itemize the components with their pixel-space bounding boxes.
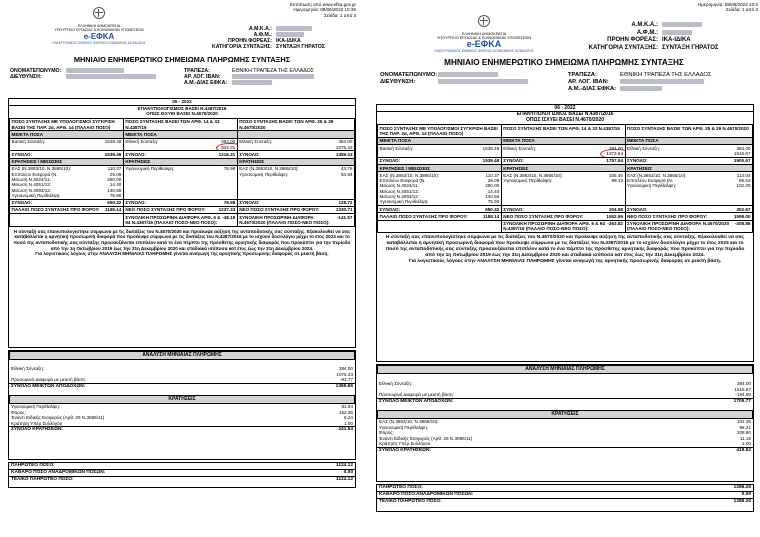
common-ethniki: Εθνική Σύνταξη: [239,139,273,145]
right-an-prosor: -194.90 [735,392,751,398]
common-krat-items-0: ΕΑΣ (Ν.3863/10, Ν.3865/10): [379,418,439,424]
common-brand: e-ΕΦΚΑ [83,32,115,41]
left-palaio: 1189.14 [104,207,122,213]
greek-crest-icon [93,7,105,19]
greek-crest-icon [478,15,490,27]
common-amka-label: Α.Μ.Κ.Α.: [248,26,272,32]
right-kr-eas: 102.35 [736,418,751,424]
common-neo: ΝΕΟ ΠΟΣΟ ΣΥΝΤΑΞΗΣ ΠΡΟ ΦΟΡΟΥ: [627,213,708,219]
right-neo3: 1598.00 [733,213,751,219]
common-kratiseis: ΚΡΑΤΗΣΕΙΣ [237,158,354,165]
right-diafora: -363.82 [607,221,623,227]
common-bank-label: ΤΡΑΠΕΖΑ: [184,68,210,74]
right-kr-foros: 208.80 [736,430,751,436]
common-addr-label: ΔΙΕΥΘΥΝΣΗ: [10,74,42,80]
redacted-name [438,72,498,77]
common-paragraph2: Για λογιστικούς λόγους στην ΑΝΑΛΥΣΗ ΜΗΝΙΑΙΑΣ ΠΛΗΡΩΜΗΣ γίνεται αναγωγή της αρνητικής προσωρινής διαφοράς σε μεικτή βάση. [35,251,329,257]
left-k1-5: 75.90 [109,192,122,198]
right-kr-eee: 11.16 [739,435,751,441]
common-addr-label: ΔΙΕΥΘΥΝΣΗ: [380,79,416,85]
left-k1-0: 110.37 [107,166,122,172]
right-k2-1: 99.13 [611,178,623,184]
left-new-total: 1316.31 [218,151,236,157]
left-kr-eee: 6.24 [344,415,353,421]
common-ygeia: Υγειονομική Περίθαλψη: [125,166,175,172]
common-kratiseis: ΚΡΑΤΗΣΕΙΣ [9,395,355,404]
left-k2-ygeia: 78.98 [223,166,236,172]
explanation-paragraph: Η σύνταξή σας επανυπολογίστηκε σύμφωνα με τις διατάξεις του Ν.4670/2020 και προέκυψε αύξηση της ανταποδοτικής σας σύνταξης. Εξακολουθεί να σας καταβάλλεται η αρνητική προσωρινή διαφορά που προέκυψε σύμφωνα με τις διατάξεις του Ν.4387/2016 με το ισχύον δοσολόγιο μέχρι το έτος 2023 και το ποσό της ανταποδοτικής σας σύνταξης προσαυξάνεται επιπλέον κατά το ένα πέμπτο της πρόσθετης αρνητικής διαφοράς που προκύπτει για την περίοδο από την 1η Οκτωβρίου 2019 έως την 31η Δεκεμβρίου 2020 και σταδιακά ισόποσα κατ έτος έως την 31η Δεκεμβρίου 2024. [13,228,351,251]
common-analysi: ΑΝΑΛΥΣΗ ΜΗΝΙΑΙΑΣ ΠΛΗΡΩΜΗΣ [9,351,355,360]
right-k1-4: 140.56 [485,193,500,199]
common-teliko: ΤΕΛΙΚΟ ΠΛΗΡΩΤΕΟ ΠΟΣΟ: [11,477,74,483]
redacted-name [66,68,124,73]
common-ygeia: Υγειονομική Περίθαλψη: [379,424,429,430]
common-cat-label: ΚΑΤΗΓΟΡΙΑ ΣΥΝΤΑΞΗΣ: [588,44,658,51]
common-diafora: ΣΥΝΟΛΙΚΗ ΠΡΟΣΩΡΙΝΗ ΔΙΑΦΟΡΑ ΑΡΘ. 6 & 94 Ν.4387/16 (ΠΑΛΑΙΟ ΠΟΣΟ-ΝΕΟ ΠΟΣΟ): [125,214,221,226]
common-foros: Φόρος: [11,409,26,415]
common-synolo: ΣΥΝΟΛΟ: [11,200,33,206]
common-diafora2: ΣΥΝΟΛΙΚΗ ΠΡΟΣΩΡΙΝΗ ΔΙΑΦΟΡΑ Ν.4670/2020 (ΠΑΛΑΙΟ ΠΟΣΟ-ΝΕΟ ΠΟΣΟ): [627,221,730,232]
right-k3-2: 102.00 [736,183,751,189]
common-fund3: ΠΟΣΟ ΣΥΝΤΑΞΗΣ ΒΑΣΕΙ ΤΩΝ ΑΡΘ. 25 & 29 Ν.4670/2020 [237,118,354,131]
common-neo: ΝΕΟ ΠΟΣΟ ΣΥΝΤΑΞΗΣ ΠΡΟ ΦΟΡΟΥ: [239,207,320,213]
redacted-afm [276,32,304,37]
common-prev-value: ΙΚΑ-ΙΔΙΚΑ [662,37,691,44]
common-ethniki: Εθνική Σύνταξη: [627,145,661,151]
efka-logo [44,6,154,46]
common-neo: ΝΕΟ ΠΟΣΟ ΣΥΝΤΑΞΗΣ ΠΡΟ ΦΟΡΟΥ: [503,213,584,219]
redacted-am [232,80,272,85]
pension-table [377,124,753,233]
right-new-ethniki: 384.00 [608,145,623,151]
common-kratiseis-hdr: ΚΡΑΤΗΣΕΙΣ / ΜΕΙΩΣΕΙΣ [378,165,502,172]
common-kratiseis-hdr: ΚΡΑΤΗΣΕΙΣ / ΜΕΙΩΣΕΙΣ [10,158,124,165]
common-krat-items-4: Μείωση Ν.4093/12: [11,187,52,193]
common-afm-label: Α.Φ.Μ.: [253,32,272,38]
common-krat-items-0: ΕΑΣ (Ν.3863/10, Ν.3865/10): [627,172,687,178]
left-kr-syll: 1.00 [344,420,353,426]
common-synolo: ΣΥΝΟΛΟ: [11,151,33,157]
efka-logo [424,14,544,55]
left-kr-ygeia: 81.94 [341,403,353,409]
common-fund: ΠΟΣΟ ΣΥΝΤΑΞΗΣ ΜΕ ΥΠΟΛΟΓΙΣΜΟ/ ΣΥΓΚΡΙΣΗ ΒΑΣΕΙ ΤΗΣ ΠΑΡ. 2α, ΑΡΘ. 14 (ΠΑΛΑΙΟ ΠΟΣΟ) [378,125,502,138]
redacted-afm [662,30,692,35]
right-k2-total: 204.58 [608,206,623,212]
common-palaio: ΠΑΛΑΙΟ ΠΟΣΟ ΣΥΝΤΑΞΗΣ ΠΡΟ ΦΟΡΟΥ: [11,207,100,213]
common-bank-value: ΕΘΝΙΚΗ ΤΡΑΠΕΖΑ ΤΗΣ ΕΛΛΑΔΟΣ [232,68,314,74]
left-period: 05 - 2022 [9,99,355,106]
redacted-iban [232,74,314,79]
common-amka-label: Α.Μ.Κ.Α.: [631,22,658,28]
left-k1-3: 14.40 [109,182,122,188]
common-synolo: ΣΥΝΟΛΟ: [379,206,401,212]
left-k1-total: 650.32 [107,200,122,206]
common-bank-label: ΤΡΑΠΕΖΑ: [568,72,597,78]
common-ygeia: Υγειονομική Περίθαλψη: [627,183,677,189]
common-syn-krat: ΣΥΝΟΛΟ ΚΡΑΤΗΣΕΩΝ: [11,427,64,433]
right-new-total: 1757.54 [606,158,623,164]
common-krat-items-5: Υγειονομική Περίθαλψη: [11,192,61,198]
common-ethniki: Εθνική Σύνταξη: [379,381,413,386]
common-bank-value: ΕΘΝΙΚΗ ΤΡΑΠΕΖΑ ΤΗΣ ΕΛΛΑΔΟΣ [620,72,712,78]
common-epanypologismos: ΕΠΑΝΥΠΟΛΟΓΙΣΜΟΣ ΒΑΣΕΙ Ν.4387/2016 [137,106,227,111]
right-an-mikto: 1705.77 [733,398,751,404]
left-new-antap: 932.31 [221,144,236,150]
common-prosor: Προσωρινή Διαφορά με μεικτή βάση: [11,377,86,383]
left-an-ethniki: 384.00 [338,366,353,371]
right-kr-syll: 1.00 [742,441,751,447]
common-mikta: ΜΕΙΚΤΑ ΠΟΣΑ [625,137,753,144]
redacted-am [620,86,662,91]
right-k1-5: 75.90 [487,199,500,205]
common-palaio: ΠΑΛΑΙΟ ΠΟΣΟ ΣΥΝΤΑΞΗΣ ΠΡΟ ΦΟΡΟΥ: [379,213,468,219]
common-brand-sub: ΗΛΕΚΤΡΟΝΙΚΟΣ ΕΘΝΙΚΟΣ ΦΟΡΕΑΣ ΚΟΙΝΩΝΙΚΗΣ ΑΣΦΑΛΙΣΗΣ [434,49,534,54]
common-ethniki: Εθνική Σύνταξη: [125,139,159,145]
common-krat-items-5: Υγειονομική Περίθαλψη: [379,199,429,205]
page-title: ΜΗΝΙΑΙΟ ΕΝΗΜΕΡΩΤΙΚΟ ΣΗΜΕΙΩΜΑ ΠΛΗΡΩΜΗΣ ΣΥΝΤΑΞΗΣ [73,55,291,64]
common-fund2: ΠΟΣΟ ΣΥΝΤΑΞΗΣ ΒΑΣΕΙ ΤΩΝ ΑΡΘ. 14 & 33 Ν.4387/16 [501,125,625,138]
right-v3-antap: 1516.67 [733,150,751,156]
common-ethniki: Εθνική Σύνταξη: [11,366,45,371]
print-meta: Ημερομηνία: 08/06/2022 10:3 Σελίδα: 1 από 3 [697,2,758,13]
common-plirwteo: ΠΛΗΡΩΤΕΟ ΠΟΣΟ: [11,463,55,468]
common-paragraph2: Για λογιστικούς λόγους στην ΑΝΑΛΥΣΗ ΜΗΝΙΑΙΑΣ ΠΛΗΡΩΜΗΣ γίνεται αναγωγή της αρνητικής προσωρινής διαφοράς σε μεικτή βάση. [408,258,722,264]
common-krat-items-1: Επιπλέον Εισφορά (Ν. [11,171,58,177]
common-cat-value: ΣΥΝΤΑΞΗ ΓΗΡΑΤΟΣ [276,44,325,50]
common-krat-items-1: Επιπλέον Εισφορά (Ν. [627,178,674,184]
common-krat-items-1: Επιπλέον Εισφορά (Ν. [379,178,426,184]
common-prev-label: ΠΡΟΗΝ ΦΟΡΕΑΣ: [607,37,658,44]
redacted-address [438,79,528,84]
left-an-prosor: -93.77 [339,377,353,383]
common-krat-items-3: Μείωση Ν.4051/12: [379,188,420,194]
common-krat-items-4: Μείωση Ν.4093/12: [379,193,420,199]
payment-analysis [376,364,754,482]
common-krat-items-0: ΕΑΣ (Ν.3863/10, Ν.3865/10): [11,166,72,172]
payment-analysis [8,350,356,460]
common-cat-value: ΣΥΝΤΑΞΗ ΓΗΡΑΤΟΣ [662,44,719,51]
left-kr-foros: 152.36 [338,409,353,415]
left-diafora2: -141.57 [336,214,353,220]
common-ethniki: Εθνική Σύνταξη: [503,145,537,151]
common-synolo: ΣΥΝΟΛΟ: [125,151,146,157]
redacted-iban [620,79,704,84]
highlight-circle [216,143,237,151]
common-synolo: ΣΥΝΟΛΟ: [503,206,524,212]
left-new-ethniki: 384.00 [221,139,236,145]
left-neo: 1237.33 [218,207,236,213]
common-epanypologismos: ΕΠΑΝΥΠΟΛΟΓΙΣΜΟΣ ΒΑΣΕΙ Ν.4387/2016 [516,111,614,118]
left-diafora: -48.19 [222,214,236,220]
common-synolo: ΣΥΝΟΛΟ: [239,151,260,157]
highlight-circle [600,149,625,157]
common-opos: ΟΠΩΣ ΙΣΧΥΕΙ ΒΑΣΕΙ Ν.4670/2020 [525,116,605,123]
common-brand-sub: ΗΛΕΚΤΡΟΝΙΚΟΣ ΕΘΝΙΚΟΣ ΦΟΡΕΑΣ ΚΟΙΝΩΝΙΚΗΣ ΑΣΦΑΛΙΣΗΣ [52,41,146,45]
common-mikto: ΣΥΝΟΛΟ ΜΕΙΚΤΩΝ ΑΠΟΔΟΧΩΝ: [11,383,86,389]
common-mikto: ΣΥΝΟΛΟ ΜΕΙΚΤΩΝ ΑΠΟΔΟΧΩΝ: [379,398,454,404]
right-document [370,0,758,537]
common-ygeia: Υγειονομική Περίθαλψη: [239,171,289,177]
common-kratisi-syll: Κράτηση Υπέρ Συλλόγου [11,420,63,426]
left-k3-0: 43.78 [341,166,353,172]
right-k1-0: 110.37 [485,172,500,178]
left-k2-total: 78.98 [223,200,236,206]
redacted-address [66,74,156,79]
left-document [4,0,360,537]
common-krat-items-0: ΕΑΣ (Ν.3863/10, Ν.3865/10): [503,172,563,178]
common-afm-label: Α.Φ.Μ.: [636,29,658,36]
common-fund: ΠΟΣΟ ΣΥΝΤΑΞΗΣ ΜΕ ΥΠΟΛΟΓΙΣΜΟ/ ΣΥΓΚΡΙΣΗ ΒΑΣΕΙ ΤΗΣ ΠΑΡ. 2α, ΑΡΘ. 14 (ΠΑΛΑΙΟ ΠΟΣΟ) [10,118,124,131]
left-kr-total: 241.54 [338,427,353,433]
right-k1-2: 280.00 [485,183,500,189]
right-k1-total: 650.32 [485,206,500,212]
right-k3-total: 302.67 [736,206,751,212]
common-ygeia: Υγειονομική Περίθαλψη: [503,178,553,184]
redacted-amka [662,22,702,27]
common-krat-items-0: ΕΑΣ (Ν.3863/10, Ν.3865/10): [379,172,440,178]
common-synolo: ΣΥΝΟΛΟ: [379,158,401,164]
right-kr-ygeia: 96.21 [739,424,751,430]
common-diafora: ΣΥΝΟΛΙΚΗ ΠΡΟΣΩΡΙΝΗ ΔΙΑΦΟΡΑ ΑΡΘ. 6 & 94 Ν.4387/16 (ΠΑΛΑΙΟ ΠΟΣΟ-ΝΕΟ ΠΟΣΟ): [503,221,605,232]
common-vasiki: Βασική Σύνταξη: [379,145,414,151]
left-k3-1: 84.94 [341,171,353,177]
common-iban-label: ΑΡ. ΛΟΓ. IBAN: [568,79,609,85]
common-name-label: ΟΝΟΜΑΤΕΠΩΝΥΜΟ: [10,68,62,74]
left-v3-total: 1459.43 [335,151,353,157]
common-synolo: ΣΥΝΟΛΟ: [125,200,146,206]
common-ygeia: Υγειονομική Περίθαλψη: [11,403,61,409]
left-an-antap: 1075.43 [336,371,353,377]
left-an-mikto: 1365.66 [335,383,353,389]
left-old-basiki: 1539.46 [104,139,122,145]
common-cat-label: ΚΑΤΗΓΟΡΙΑ ΣΥΝΤΑΞΗΣ: [212,44,272,50]
common-diaspora-label: Α.Μ.-ΔΙΑΣ ΕΦΚΑ: [568,86,617,92]
right-teliko: 1286.26 [733,499,751,505]
right-diafora2: -408.86 [734,221,751,227]
common-krat-items-2: Μείωση Ν.4024/11: [11,176,51,182]
common-mikta: ΜΕΙΚΤΑ ΠΟΣΑ [378,137,502,144]
common-vasiki: Βασική Σύνταξη: [11,139,46,145]
right-katharo: 0.00 [741,492,751,498]
redacted-amka [276,26,312,31]
left-k3-total: 128.72 [338,200,353,206]
common-kratisi-syll: Κράτηση Υπέρ Συλλόγου [379,441,431,447]
right-k1-3: 14.40 [487,188,500,194]
common-neo: ΝΕΟ ΠΟΣΟ ΣΥΝΤΑΞΗΣ ΠΡΟ ΦΟΡΟΥ: [125,207,206,213]
common-iban-label: ΑΡ. ΛΟΓ. IBAN: [184,74,221,80]
common-kratiseis: ΚΡΑΤΗΣΕΙΣ [501,165,625,172]
right-an-antap: 1516.67 [734,386,751,392]
common-synolo: ΣΥΝΟΛΟ: [239,200,260,206]
totals [376,484,754,512]
common-ministry: ΕΛΛΗΝΙΚΗ ΔΗΜΟΚΡΑΤΙΑ ΥΠΟΥΡΓΕΙΟ ΕΡΓΑΣΙΑΣ & ΚΟΙΝΩΝΙΚΩΝ ΥΠΟΘΕΣΕΩΝ [436,32,532,41]
right-neo: 1552.96 [606,213,623,219]
pension-table [9,118,355,227]
common-fund2: ΠΟΣΟ ΣΥΝΤΑΞΗΣ ΒΑΣΕΙ ΤΩΝ ΑΡΘ. 14 & 33 Ν.4387/16 [123,118,237,131]
common-diaspora-label: Α.Μ.-ΔΙΑΣ ΕΦΚΑ: [184,80,228,86]
left-v3-antap: 1075.43 [335,144,353,150]
print-meta: Εκτύπωση από www.efka.gov.gr Ημερομηνία: 08/06/2022 10:36 Σελίδα: 1 από 3 [289,2,356,18]
common-fund3: ΠΟΣΟ ΣΥΝΤΑΞΗΣ ΒΑΣΕΙ ΤΩΝ ΑΡΘ. 25 & 29 Ν.4670/2020 [625,125,753,138]
common-opos: ΟΠΩΣ ΙΣΧΥΕΙ ΒΑΣΕΙ Ν.4670/2020 [146,111,218,117]
common-prosor: Προσωρινή Διαφορά με μεικτή βάση: [379,392,454,398]
common-ministry: ΕΛΛΗΝΙΚΗ ΔΗΜΟΚΡΑΤΙΑ ΥΠΟΥΡΓΕΙΟ ΕΡΓΑΣΙΑΣ & ΚΟΙΝΩΝΙΚΩΝ ΥΠΟΘΕΣΕΩΝ [54,24,144,32]
common-synolo: ΣΥΝΟΛΟ: [503,158,524,164]
right-plirwteo: 1286.26 [733,485,751,490]
right-period: 06 - 2022 [377,105,753,112]
left-katharo: 0.00 [343,470,353,476]
common-name-label: ΟΝΟΜΑΤΕΠΩΝΥΜΟ: [380,72,438,78]
explanation-paragraph: Η σύνταξή σας επανυπολογίστηκε σύμφωνα με τις διατάξεις του Ν.4670/2020 και προέκυψε αύξηση της ανταποδοτικής σας σύνταξης. Εξακολουθεί να σας καταβάλλεται η αρνητική προσωρινή διαφορά που προέκυψε σύμφωνα με τις διατάξεις του Ν.4387/2016 με το ισχύον δοσολόγιο μέχρι το έτος 2023 και το ποσό της ανταποδοτικής σας σύνταξης προσαυξάνεται επιπλέον κατά το ένα πέμπτο της πρόσθετης αρνητικής διαφοράς που προκύπτει για την περίοδο από την 1η Οκτωβρίου 2019 έως την 31η Δεκεμβρίου 2020 και σταδιακά ισόποσα κατ έτος έως την 31η Δεκεμβρίου 2024. [385,235,745,258]
common-foros: Φόρος: [379,430,394,436]
right-palaio: 1189.14 [482,213,500,219]
right-k3-0: 114.04 [736,172,751,178]
right-k3-1: 86.63 [739,178,751,184]
left-teliko: 1124.12 [335,477,353,483]
common-kratiseis: ΚΡΑΤΗΣΕΙΣ [377,410,753,419]
common-diafora2: ΣΥΝΟΛΙΚΗ ΠΡΟΣΩΡΙΝΗ ΔΙΑΦΟΡΑ Ν.4670/2020 (ΠΑΛΑΙΟ ΠΟΣΟ-ΝΕΟ ΠΟΣΟ): [239,214,330,226]
left-neo3: 1330.71 [335,207,353,213]
common-prev-label: ΠΡΟΗΝ ΦΟΡΕΑΣ: [228,38,272,44]
common-mikta: ΜΕΙΚΤΑ ΠΟΣΑ [10,131,124,138]
right-old-total: 1539.46 [482,158,500,164]
common-brand: e-ΕΦΚΑ [466,39,502,50]
left-v3-ethniki: 384.00 [338,139,353,145]
common-krat-items-3: Μείωση Ν.4051/12: [11,182,52,188]
common-analysi: ΑΝΑΛΥΣΗ ΜΗΝΙΑΙΑΣ ΠΛΗΡΩΜΗΣ [377,365,753,374]
right-k2-0: 105.45 [608,172,623,178]
common-krat-items-2: Μείωση Ν.4024/11: [379,183,419,189]
common-teliko: ΤΕΛΙΚΟ ΠΛΗΡΩΤΕΟ ΠΟΣΟ: [379,499,442,505]
common-prev-value: ΙΚΑ-ΙΔΙΚΑ [276,38,301,44]
right-kr-total: 419.52 [736,447,751,453]
common-mikta: ΜΕΙΚΤΑ ΠΟΣΑ [501,137,625,144]
calculation-box [8,98,356,348]
common-mikta: ΜΕΙΚΤΑ ΠΟΣΑ [123,131,237,138]
common-eee: Έναντι Ειδικής Εισφοράς (Αρθ. 29 Ν.3986/11) [11,415,105,421]
common-synolo: ΣΥΝΟΛΟ: [627,206,648,212]
common-kratiseis: ΚΡΑΤΗΣΕΙΣ [625,165,753,172]
common-kratiseis: ΚΡΑΤΗΣΕΙΣ [123,158,237,165]
right-v3-total: 1900.67 [733,158,751,164]
common-plirwteo: ΠΛΗΡΩΤΕΟ ΠΟΣΟ: [379,485,423,490]
left-k1-2: 280.00 [107,176,122,182]
page-title: ΜΗΝΙΑΙΟ ΕΝΗΜΕΡΩΤΙΚΟ ΣΗΜΕΙΩΜΑ ΠΛΗΡΩΜΗΣ ΣΥΝΤΑΞΗΣ [444,58,684,67]
common-krat-items-0: ΕΑΣ (Ν.3863/10, Ν.3865/10): [239,166,299,172]
left-old-total: 1539.46 [104,151,122,157]
common-katharo: ΚΑΘΑΡΟ ΠΟΣΟ ΑΝΑΔΡΟΜΙΚΩΝ ΠΟΣΩΝ: [11,470,106,476]
left-plirwteo: 1124.12 [335,463,353,468]
common-syn-krat: ΣΥΝΟΛΟ ΚΡΑΤΗΣΕΩΝ: [379,447,432,453]
right-an-ethniki: 384.00 [736,381,751,386]
common-synolo: ΣΥΝΟΛΟ: [627,158,648,164]
calculation-box [376,104,754,362]
common-katharo: ΚΑΘΑΡΟ ΠΟΣΟ ΑΝΑΔΡΟΜΙΚΩΝ ΠΟΣΩΝ: [379,492,474,498]
right-old-basiki: 1539.46 [482,145,500,151]
right-new-antap: 1373.54 [606,150,623,156]
left-k1-1: 29.09 [109,171,122,177]
right-k1-1: 29.09 [487,178,500,184]
right-v3-ethniki: 384.00 [736,145,751,151]
left-k1-4: 140.56 [107,187,122,193]
totals [8,462,356,488]
common-eee: Έναντι Ειδικής Εισφοράς (Αρθ. 29 Ν.3986/11) [379,435,473,441]
